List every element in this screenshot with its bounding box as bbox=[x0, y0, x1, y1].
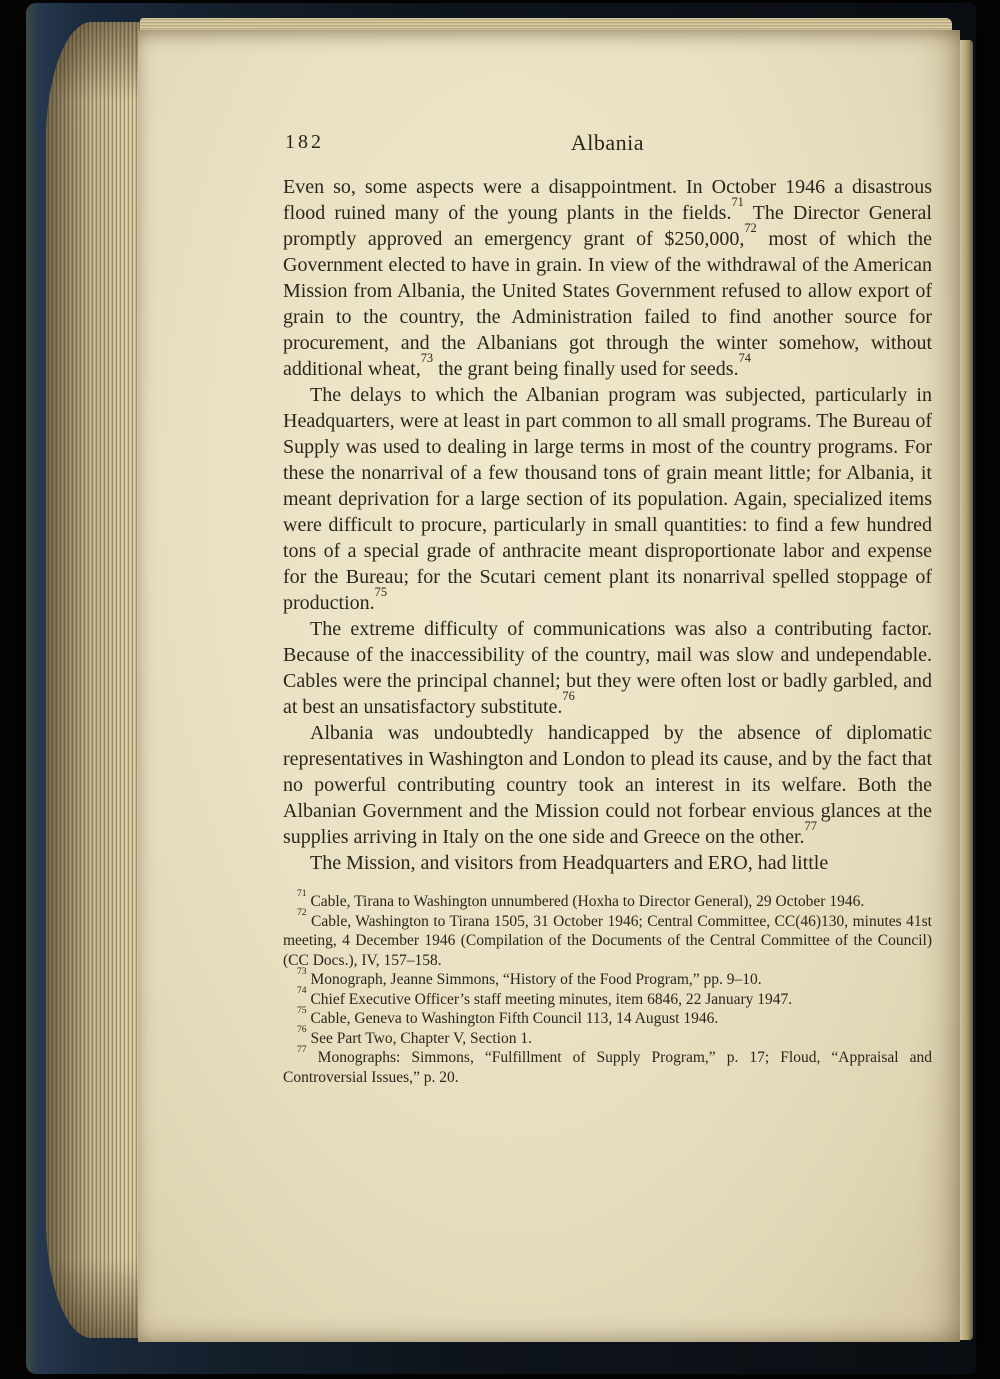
paragraph: The Mission, and visitors from Headquarters and ERO, had little bbox=[310, 852, 829, 874]
paragraph: Even so, some aspects were a disappointment. In October 1946 a disastrous flood ruined many of the young plants in the fields.$^{71}$ The Director General promptly approved an emergency grant of $250,000,72 most of which the Government elected to have in grain. In view of the withdrawal of the American Mission from Albania, the United States Government refused to allow export of grain to the country, the Administration failed to find another source for procurement, and the Albanians got through the winter somehow, without additional wheat,$^{73}$ the grant being finally used for seeds.$^{74}$ bbox=[283, 176, 932, 380]
page-content bbox=[138, 30, 960, 1087]
footnote-marker: 77 bbox=[804, 818, 817, 833]
footnote-marker: 71 bbox=[731, 194, 744, 209]
page-header bbox=[283, 130, 932, 160]
footnote: $^{74}$ Chief Executive Officer’s staff meeting minutes, item 6846, 22 January 1947. bbox=[297, 985, 793, 1008]
footnote-number: 71 bbox=[297, 887, 307, 899]
footnote: $^{77}$ Monographs: Simmons, “Fulfillment of Supply Program,” p. 17; Floud, “Appraisal and Controversial Issues,” p. 20. bbox=[283, 1043, 932, 1086]
footnote-number: 75 bbox=[297, 1004, 307, 1016]
page-number: 182 bbox=[285, 131, 324, 153]
footnote: $^{73}$ Monograph, Jeanne Simmons, “History of the Food Program,” pp. 9–10. bbox=[297, 965, 762, 988]
footnote: $^{71}$ Cable, Tirana to Washington unnumbered (Hoxha to Director General), 29 October 1946. bbox=[297, 887, 865, 910]
under-page-edge bbox=[958, 40, 973, 1340]
footnote-marker: 74 bbox=[738, 350, 751, 365]
footnote-marker: 73 bbox=[420, 350, 434, 365]
footnote-number: 74 bbox=[297, 985, 307, 997]
paragraph: Albania was undoubtedly handicapped by the absence of diplomatic representatives in Washington and London to plead its cause, and by the fact that no powerful contributing country took an interest in its welfare. Both the Albanian Government and the Mission could not forbear envious glances at the supplies arriving in Italy on the one side and Greece on the other.$^{77}$ bbox=[283, 722, 932, 848]
paragraph: The extreme difficulty of communications was also a contributing factor. Because of the inaccessibility of the country, mail was slow and undependable. Cables were the principal channel; but they were often lost or badly garbled, and at best an unsatisfactory substitute.$^{76}$ bbox=[283, 618, 932, 718]
footnote-number: 73 bbox=[297, 965, 307, 977]
footnote-marker: 72 bbox=[744, 220, 757, 235]
footnote: $^{76}$ See Part Two, Chapter V, Section 1. bbox=[297, 1024, 532, 1047]
footnote-number: 76 bbox=[297, 1024, 307, 1036]
footnote-marker: 76 bbox=[562, 688, 575, 703]
footnote-marker: 75 bbox=[374, 584, 388, 599]
running-head: Albania bbox=[570, 130, 645, 155]
page-fore-edges bbox=[46, 22, 144, 1338]
footnote-number: 72 bbox=[297, 907, 307, 919]
body-paragraphs bbox=[283, 174, 932, 876]
footnotes bbox=[283, 887, 932, 1087]
footnote-number: 77 bbox=[297, 1043, 307, 1055]
book-page bbox=[138, 30, 960, 1342]
footnote: $^{75}$ Cable, Geneva to Washington Fifth Council 113, 14 August 1946. bbox=[297, 1004, 719, 1027]
footnote: $^{72}$ Cable, Washington to Tirana 1505, 31 October 1946; Central Committee, CC(46)130, minutes 41st meeting, 4 December 1946 (Compilation of the Documents of the Central Committee of the Council) (CC Docs.), IV, 157–158. bbox=[283, 907, 932, 969]
paragraph: The delays to which the Albanian program was subjected, particularly in Headquarters, were at least in part common to all small programs. The Bureau of Supply was used to dealing in large terms in most of the country programs. For these the nonarrival of a few thousand tons of grain meant little; for Albania, it meant deprivation for a large section of its population. Again, specialized items were difficult to procure, particularly in small quantities: to find a few hundred tons of a special grade of anthracite meant disproportionate labor and expense for the Bureau; for the Scutari cement plant its nonarrival spelled stoppage of production.$^{75}$ bbox=[283, 384, 932, 614]
